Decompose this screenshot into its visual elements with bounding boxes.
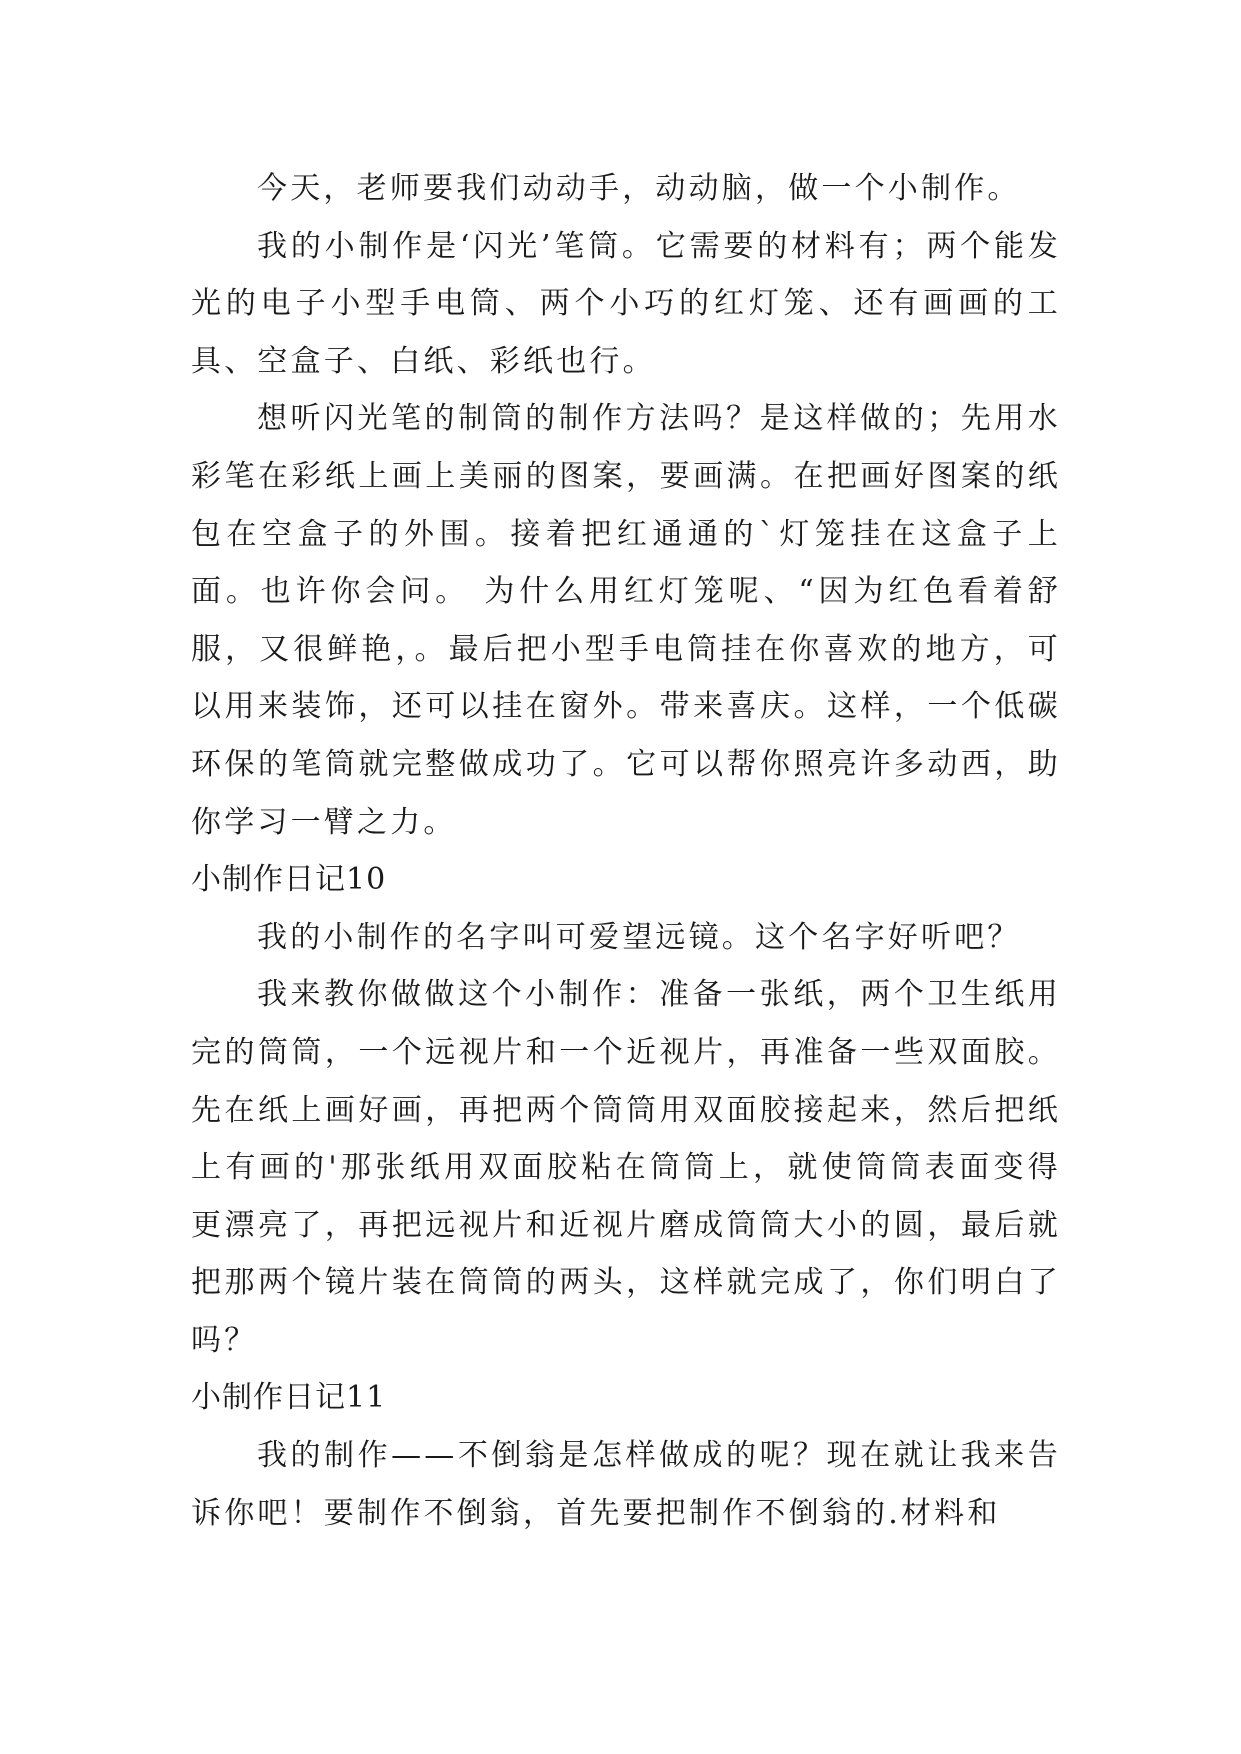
paragraph-materials: 我的小制作是‘闪光’笔筒。它需要的材料有；两个能发光的电子小型手电筒、两个小巧的红灯笼、还有画画的工具、空盒子、白纸、彩纸也行。 [191,228,1061,379]
diary-heading-11: 小制作日记11 [191,1380,387,1416]
paragraph-method: 想听闪光笔的制筒的制作方法吗？是这样做的；先用水彩笔在彩纸上画上美丽的图案，要画满。在把画好图案的纸包在空盒子的外围。接着把红通通的`灯笼挂在这盒子上面。也许你会问。 为什么用红灯笼呢、“因为红色看着舒服，又很鲜艳，。最后把小型手电筒挂在你喜欢的地方，可以用来装饰，还可以挂在窗外。带来喜庆。这样，一个低碳环保的笔筒就完整做成功了。它可以帮你照亮许多动西，助你学习一臂之力。 [191,401,1061,840]
paragraph-telescope-name: 我的小制作的名字叫可爱望远镜。这个名字好听吧？ [257,919,1021,955]
paragraph-tumbler: 我的制作——不倒翁是怎样做成的呢？现在就让我来告诉你吧！要制作不倒翁，首先要把制作不倒翁的.材料和 [191,1438,1061,1531]
paragraph-intro: 今天，老师要我们动动手，动动脑，做一个小制作。 [257,171,1021,206]
document-body [191,160,1061,1542]
diary-heading-10: 小制作日记10 [191,862,387,898]
paragraph-telescope-steps: 我来教你做做这个小制作：准备一张纸，两个卫生纸用完的筒筒，一个远视片和一个近视片，再准备一些双面胶。先在纸上画好画，再把两个筒筒用双面胶接起来，然后把纸上有画的'那张纸用双面胶粘在筒筒上，就使筒筒表面变得更漂亮了，再把远视片和近视片磨成筒筒大小的圆，最后就把那两个镜片装在筒筒的两头，这样就完成了，你们明白了吗？ [191,977,1061,1358]
